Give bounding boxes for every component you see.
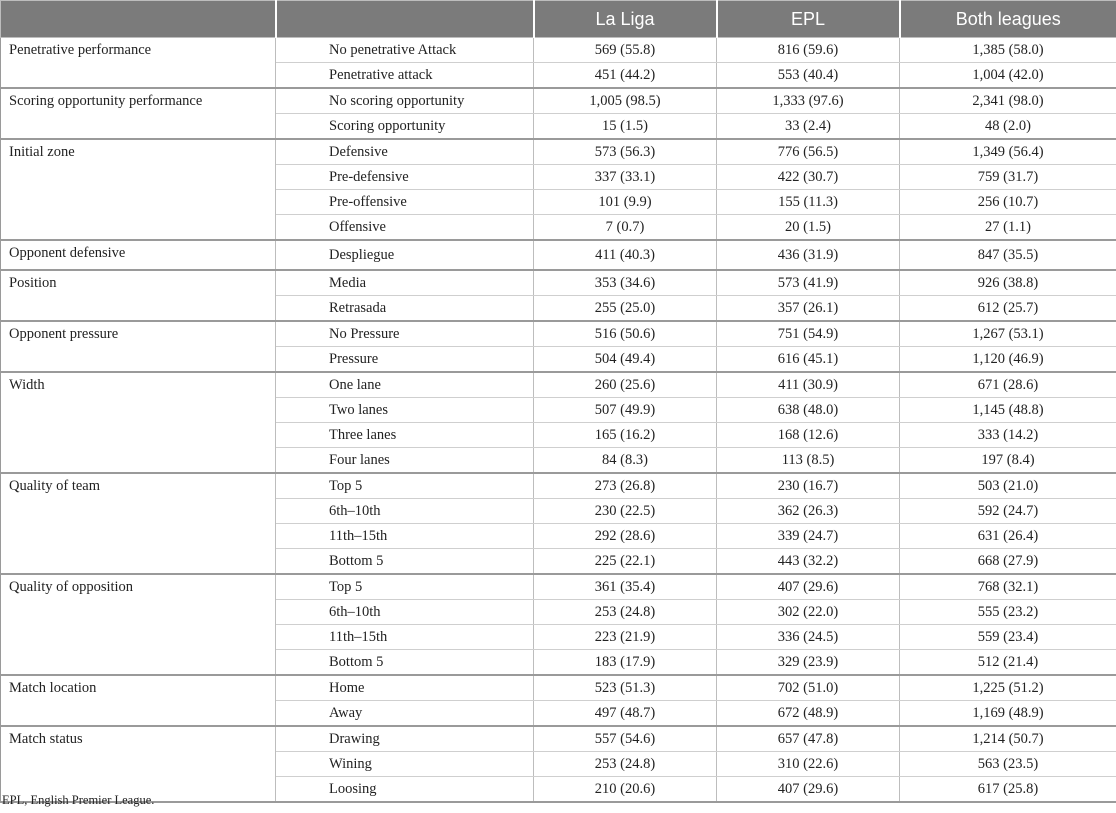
epl-cell: 702 (51.0) [717,675,900,701]
both-leagues-cell: 592 (24.7) [900,499,1116,524]
la-liga-cell: 165 (16.2) [534,423,717,448]
category-cell: 11th–15th [276,524,534,549]
la-liga-cell: 504 (49.4) [534,347,717,373]
la-liga-cell: 292 (28.6) [534,524,717,549]
epl-cell: 20 (1.5) [717,215,900,241]
la-liga-cell: 273 (26.8) [534,473,717,499]
la-liga-cell: 253 (24.8) [534,600,717,625]
la-liga-cell: 411 (40.3) [534,240,717,270]
group-label: Opponent defensive [1,240,276,270]
la-liga-cell: 516 (50.6) [534,321,717,347]
table-row [1,726,1116,752]
la-liga-cell: 507 (49.9) [534,398,717,423]
epl-cell: 776 (56.5) [717,139,900,165]
group-label: Scoring opportunity performance [1,88,276,139]
both-leagues-cell: 926 (38.8) [900,270,1116,296]
table-body [1,38,1116,803]
category-cell: Wining [276,752,534,777]
la-liga-cell: 1,005 (98.5) [534,88,717,114]
category-cell: Media [276,270,534,296]
la-liga-cell: 230 (22.5) [534,499,717,524]
group-label: Position [1,270,276,321]
epl-cell: 362 (26.3) [717,499,900,524]
category-cell: Loosing [276,777,534,803]
category-cell: Bottom 5 [276,650,534,676]
both-leagues-cell: 1,004 (42.0) [900,63,1116,89]
group-label: Match location [1,675,276,726]
both-leagues-cell: 612 (25.7) [900,296,1116,322]
epl-cell: 638 (48.0) [717,398,900,423]
both-leagues-cell: 512 (21.4) [900,650,1116,676]
table-row [1,240,1116,270]
footnote: EPL, English Premier League. [2,793,155,807]
both-leagues-cell: 559 (23.4) [900,625,1116,650]
both-leagues-cell: 1,267 (53.1) [900,321,1116,347]
la-liga-cell: 7 (0.7) [534,215,717,241]
epl-cell: 357 (26.1) [717,296,900,322]
category-cell: Pre-offensive [276,190,534,215]
epl-cell: 310 (22.6) [717,752,900,777]
category-cell: Drawing [276,726,534,752]
category-cell: 6th–10th [276,499,534,524]
la-liga-cell: 84 (8.3) [534,448,717,474]
both-leagues-cell: 1,349 (56.4) [900,139,1116,165]
category-cell: Four lanes [276,448,534,474]
epl-cell: 113 (8.5) [717,448,900,474]
table-row [1,139,1116,165]
la-liga-cell: 557 (54.6) [534,726,717,752]
both-leagues-cell: 768 (32.1) [900,574,1116,600]
table-row [1,88,1116,114]
header-both-leagues: Both leagues [900,1,1116,38]
header-category [276,1,534,38]
la-liga-cell: 253 (24.8) [534,752,717,777]
both-leagues-cell: 1,385 (58.0) [900,38,1116,63]
la-liga-cell: 337 (33.1) [534,165,717,190]
category-cell: Away [276,701,534,727]
category-cell: No Pressure [276,321,534,347]
epl-cell: 672 (48.9) [717,701,900,727]
epl-cell: 573 (41.9) [717,270,900,296]
category-cell: Retrasada [276,296,534,322]
epl-cell: 302 (22.0) [717,600,900,625]
both-leagues-cell: 671 (28.6) [900,372,1116,398]
both-leagues-cell: 197 (8.4) [900,448,1116,474]
table-row [1,473,1116,499]
table-header [1,1,1116,38]
epl-cell: 616 (45.1) [717,347,900,373]
category-cell: Home [276,675,534,701]
epl-cell: 336 (24.5) [717,625,900,650]
both-leagues-cell: 1,145 (48.8) [900,398,1116,423]
header-la-liga: La Liga [534,1,717,38]
both-leagues-cell: 759 (31.7) [900,165,1116,190]
la-liga-cell: 497 (48.7) [534,701,717,727]
category-cell: 6th–10th [276,600,534,625]
header-variable [1,1,276,38]
group-label: Quality of team [1,473,276,574]
category-cell: Two lanes [276,398,534,423]
group-label: Initial zone [1,139,276,240]
la-liga-cell: 223 (21.9) [534,625,717,650]
epl-cell: 816 (59.6) [717,38,900,63]
category-cell: Top 5 [276,473,534,499]
la-liga-cell: 260 (25.6) [534,372,717,398]
both-leagues-cell: 503 (21.0) [900,473,1116,499]
group-label: Width [1,372,276,473]
both-leagues-cell: 668 (27.9) [900,549,1116,575]
category-cell: Defensive [276,139,534,165]
epl-cell: 329 (23.9) [717,650,900,676]
both-leagues-cell: 256 (10.7) [900,190,1116,215]
table-row [1,372,1116,398]
epl-cell: 657 (47.8) [717,726,900,752]
epl-cell: 407 (29.6) [717,777,900,803]
category-cell: Penetrative attack [276,63,534,89]
epl-cell: 411 (30.9) [717,372,900,398]
category-cell: One lane [276,372,534,398]
header-row [1,1,1116,38]
epl-cell: 751 (54.9) [717,321,900,347]
epl-cell: 33 (2.4) [717,114,900,140]
both-leagues-cell: 1,214 (50.7) [900,726,1116,752]
both-leagues-cell: 1,169 (48.9) [900,701,1116,727]
both-leagues-cell: 563 (23.5) [900,752,1116,777]
epl-cell: 553 (40.4) [717,63,900,89]
both-leagues-cell: 2,341 (98.0) [900,88,1116,114]
epl-cell: 155 (11.3) [717,190,900,215]
la-liga-cell: 15 (1.5) [534,114,717,140]
category-cell: 11th–15th [276,625,534,650]
epl-cell: 168 (12.6) [717,423,900,448]
table-row [1,675,1116,701]
group-label: Opponent pressure [1,321,276,372]
both-leagues-cell: 631 (26.4) [900,524,1116,549]
both-leagues-cell: 48 (2.0) [900,114,1116,140]
category-cell: Scoring opportunity [276,114,534,140]
category-cell: Despliegue [276,240,534,270]
category-cell: No penetrative Attack [276,38,534,63]
both-leagues-cell: 1,120 (46.9) [900,347,1116,373]
la-liga-cell: 225 (22.1) [534,549,717,575]
la-liga-cell: 353 (34.6) [534,270,717,296]
group-label: Quality of opposition [1,574,276,675]
epl-cell: 407 (29.6) [717,574,900,600]
la-liga-cell: 255 (25.0) [534,296,717,322]
category-cell: Bottom 5 [276,549,534,575]
table-row [1,321,1116,347]
both-leagues-cell: 617 (25.8) [900,777,1116,803]
la-liga-cell: 183 (17.9) [534,650,717,676]
table-row [1,574,1116,600]
category-cell: Offensive [276,215,534,241]
la-liga-cell: 573 (56.3) [534,139,717,165]
epl-cell: 230 (16.7) [717,473,900,499]
la-liga-cell: 210 (20.6) [534,777,717,803]
epl-cell: 1,333 (97.6) [717,88,900,114]
la-liga-cell: 523 (51.3) [534,675,717,701]
both-leagues-cell: 333 (14.2) [900,423,1116,448]
both-leagues-cell: 1,225 (51.2) [900,675,1116,701]
la-liga-cell: 451 (44.2) [534,63,717,89]
both-leagues-cell: 555 (23.2) [900,600,1116,625]
la-liga-cell: 361 (35.4) [534,574,717,600]
both-leagues-cell: 847 (35.5) [900,240,1116,270]
category-cell: Pre-defensive [276,165,534,190]
epl-cell: 443 (32.2) [717,549,900,575]
category-cell: Top 5 [276,574,534,600]
table-row [1,38,1116,63]
group-label: Match status [1,726,276,802]
la-liga-cell: 569 (55.8) [534,38,717,63]
la-liga-cell: 101 (9.9) [534,190,717,215]
epl-cell: 339 (24.7) [717,524,900,549]
category-cell: Three lanes [276,423,534,448]
category-cell: Pressure [276,347,534,373]
group-label: Penetrative performance [1,38,276,89]
table-row [1,270,1116,296]
epl-cell: 422 (30.7) [717,165,900,190]
category-cell: No scoring opportunity [276,88,534,114]
both-leagues-cell: 27 (1.1) [900,215,1116,241]
header-epl: EPL [717,1,900,38]
epl-cell: 436 (31.9) [717,240,900,270]
